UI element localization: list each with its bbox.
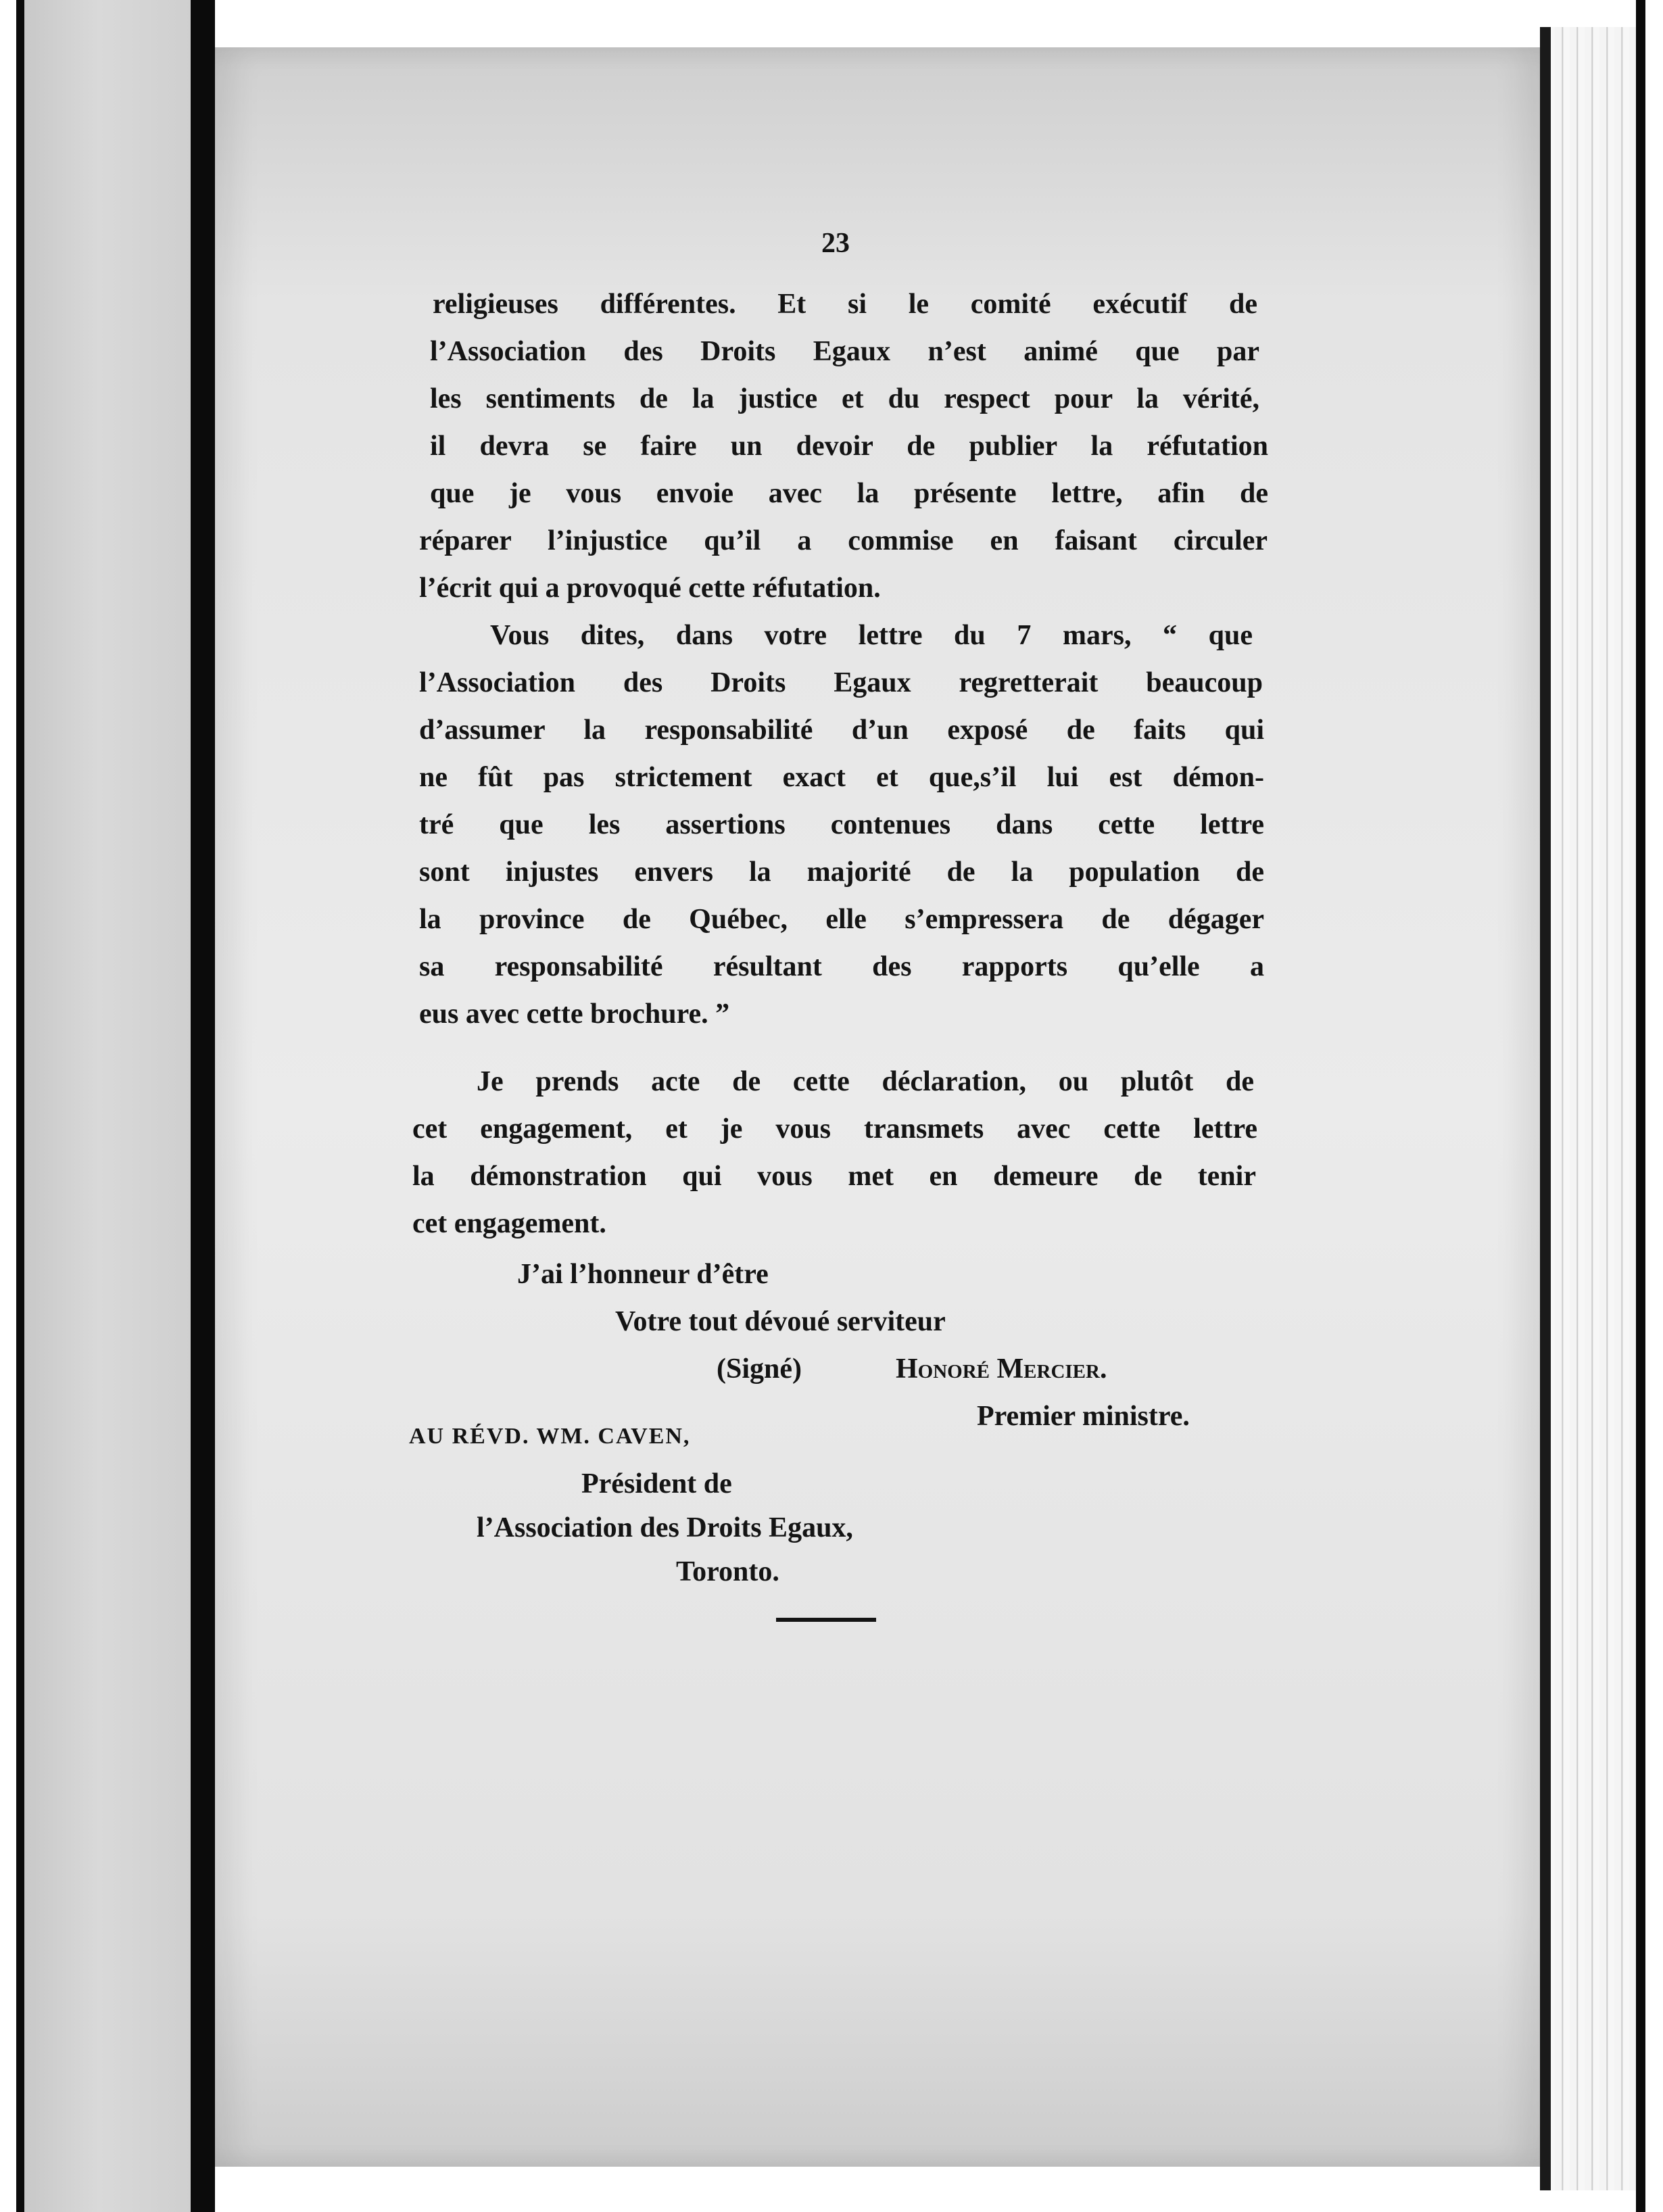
text-line: l’Association des Droits Egaux regretterait beaucoup bbox=[419, 667, 1263, 698]
page-edge-shadow bbox=[1540, 27, 1551, 2190]
addressee-name: AU RÉVD. WM. CAVEN, bbox=[409, 1424, 691, 1449]
signatory-title: Premier ministre. bbox=[977, 1401, 1190, 1432]
addressee-role: Président de bbox=[581, 1468, 732, 1499]
page-edges bbox=[1540, 27, 1636, 2190]
text-line: eus avec cette brochure. ” bbox=[419, 999, 730, 1030]
closing-line: Votre tout dévoué serviteur bbox=[615, 1306, 946, 1337]
text-line: il devra se faire un devoir de publier la réfutation bbox=[430, 431, 1268, 462]
right-edge-rule bbox=[1636, 0, 1645, 2212]
text-line: que je vous envoie avec la présente lettre, afin de bbox=[430, 478, 1268, 509]
text-line: la démonstration qui vous met en demeure de tenir bbox=[412, 1161, 1256, 1192]
text-line: d’assumer la responsabilité d’un exposé de faits qui bbox=[419, 715, 1264, 746]
text-line: réparer l’injustice qu’il a commise en faisant circuler bbox=[419, 525, 1268, 556]
text-line: sa responsabilité résultant des rapports qu’elle a bbox=[419, 951, 1264, 982]
previous-page-sliver bbox=[24, 0, 191, 2212]
text-line: Je prends acte de cette déclaration, ou plutôt de bbox=[477, 1066, 1254, 1097]
signatory-name: Honoré Mercier. bbox=[896, 1353, 1107, 1385]
left-edge-rule bbox=[16, 0, 24, 2212]
text-line: cet engagement, et je vous transmets avec cette lettre bbox=[412, 1113, 1257, 1145]
text-line: cet engagement. bbox=[412, 1208, 606, 1239]
text-line: la province de Québec, elle s’empressera de dégager bbox=[419, 904, 1264, 935]
addressee-city: Toronto. bbox=[676, 1556, 779, 1587]
text-line: religieuses différentes. Et si le comité exécutif de bbox=[433, 289, 1257, 320]
text-line: sont injustes envers la majorité de la population de bbox=[419, 857, 1264, 888]
addressee-organization: l’Association des Droits Egaux, bbox=[477, 1512, 853, 1543]
text-line: ne fût pas strictement exact et que,s’il lui est démon- bbox=[419, 762, 1264, 793]
text-line: Vous dites, dans votre lettre du 7 mars, “ que bbox=[490, 620, 1253, 651]
text-line: les sentiments de la justice et du respect pour la vérité, bbox=[430, 383, 1259, 414]
text-line: l’Association des Droits Egaux n’est animé que par bbox=[430, 336, 1259, 367]
text-line: tré que les assertions contenues dans cette lettre bbox=[419, 809, 1264, 840]
signed-label: (Signé) bbox=[717, 1353, 802, 1385]
end-rule bbox=[776, 1618, 876, 1622]
page-number: 23 bbox=[821, 228, 850, 259]
text-line: l’écrit qui a provoqué cette réfutation. bbox=[419, 573, 881, 604]
closing-salutation: J’ai l’honneur d’être bbox=[517, 1259, 769, 1290]
gutter-rule bbox=[191, 0, 215, 2212]
